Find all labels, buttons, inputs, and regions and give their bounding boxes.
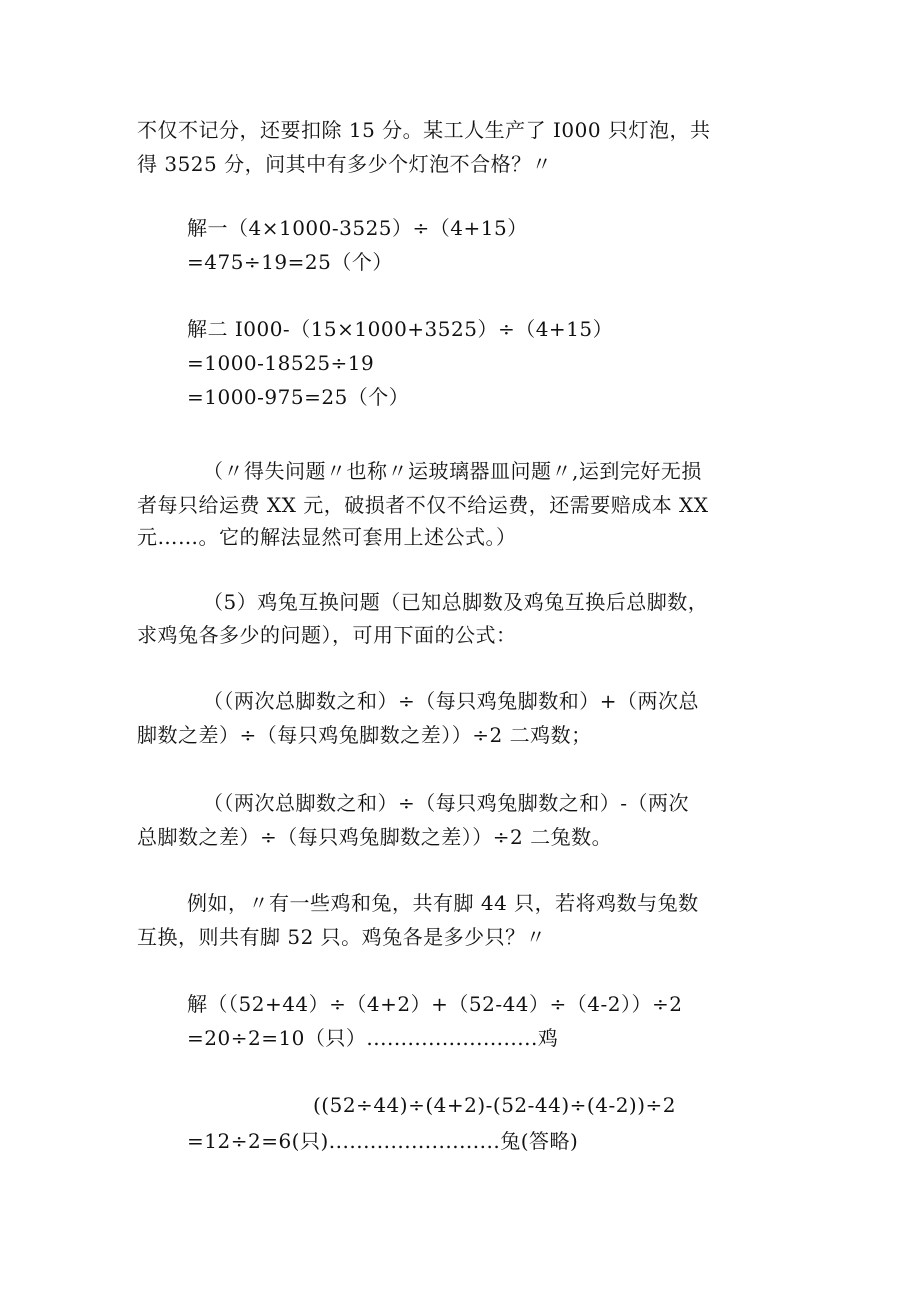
section-5-line-2: 求鸡兔各多少的问题），可用下面的公式： xyxy=(137,623,517,647)
solution-chicken-line-1: 解（（52+44）÷（4+2）+（52-44）÷（4-2））÷2 xyxy=(187,992,683,1016)
note-line-2: 者每只给运费 XX 元，破损者不仅不给运费，还需要赔成本 XX xyxy=(137,493,709,517)
solution-rabbit-line-2: =12÷2=6(只).........................兔(答略) xyxy=(187,1129,579,1153)
solution-1-line-2: =475÷19=25（个） xyxy=(187,250,393,274)
solution-1-line-1: 解一（4×1000-3525）÷（4+15） xyxy=(187,216,528,240)
solution-2-line-2: =1000-18525÷19 xyxy=(187,351,375,375)
solution-2-line-1: 解二 I000-（15×1000+3525）÷（4+15） xyxy=(187,317,614,341)
solution-rabbit-line-1: ((52÷44)÷(4+2)-(52-44)÷(4-2))÷2 xyxy=(313,1093,677,1117)
intro-line-1: 不仅不记分，还要扣除 15 分。某工人生产了 I000 只灯泡，共 xyxy=(137,118,711,142)
note-line-3: 元……。它的解法显然可套用上述公式。） xyxy=(137,525,517,549)
formula-rabbit-line-2: 总脚数之差）÷（每只鸡兔脚数之差））÷2 二兔数。 xyxy=(137,825,613,849)
example-line-1: 例如，〃有一些鸡和兔，共有脚 44 只，若将鸡数与兔数 xyxy=(187,891,699,915)
solution-chicken-line-2: =20÷2=10（只）.........................鸡 xyxy=(187,1026,559,1050)
section-5-line-1: （5）鸡兔互换问题（已知总脚数及鸡兔互换后总脚数， xyxy=(203,590,709,614)
formula-rabbit-line-1: （（两次总脚数之和）÷（每只鸡兔脚数之和）-（两次 xyxy=(203,791,690,815)
intro-line-2: 得 3525 分，问其中有多少个灯泡不合格？〃 xyxy=(137,152,553,176)
example-line-2: 互换，则共有脚 52 只。鸡兔各是多少只？〃 xyxy=(137,925,547,949)
solution-2-line-3: =1000-975=25（个） xyxy=(187,385,410,409)
formula-chicken-line-1: （（两次总脚数之和）÷（每只鸡兔脚数和）+（两次总 xyxy=(203,689,700,713)
note-line-1: （〃得失问题〃也称〃运玻璃器皿问题〃,运到完好无损 xyxy=(203,459,702,483)
formula-chicken-line-2: 脚数之差）÷（每只鸡兔脚数之差））÷2 二鸡数； xyxy=(137,723,592,747)
